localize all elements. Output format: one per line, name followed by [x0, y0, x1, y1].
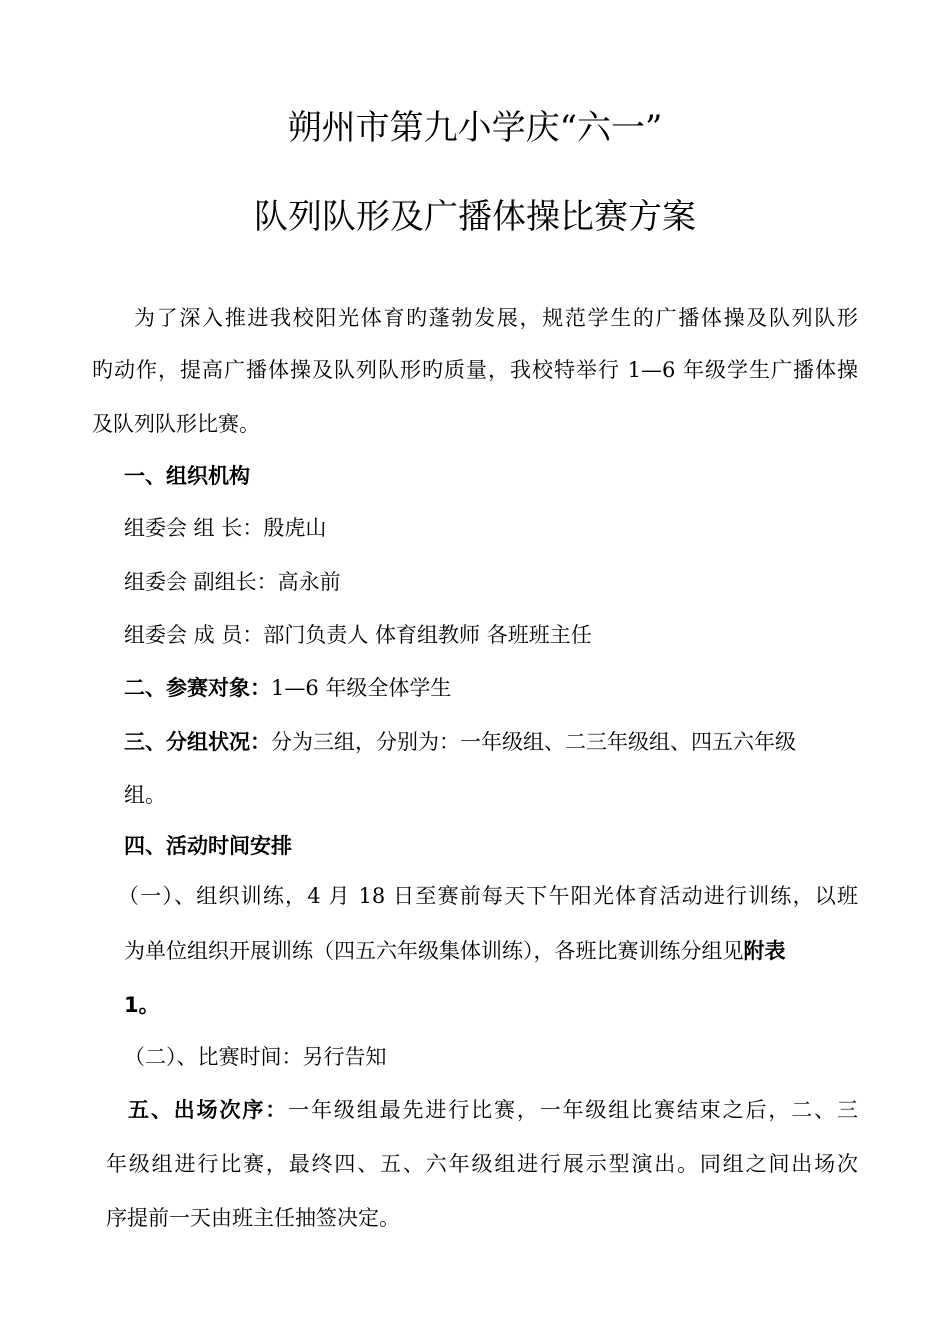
document-title-line1: 朔州市第九小学庆“六一” — [287, 108, 663, 148]
document-title-line2: 队列队形及广播体操比赛方案 — [254, 197, 696, 237]
appendix-reference: 附表 — [743, 939, 786, 963]
section-2-line — [124, 674, 451, 702]
section-5-heading: 五、出场次序： — [128, 1098, 289, 1122]
section-4-item-1-line-3: 1。 — [124, 993, 160, 1017]
section-4-item-2: （二）、比赛时间：另行告知 — [124, 1045, 387, 1069]
section-2-text: 1—6 年级全体学生 — [271, 676, 452, 700]
section-4-heading: 四、活动时间安排 — [124, 834, 292, 858]
section-5-text-1: 一年级组最先进行比赛，一年级组比赛结束之后，二、三 — [288, 1098, 859, 1122]
committee-leader: 组委会 组 长：殷虎山 — [124, 516, 327, 540]
section-3-line-2: 组。 — [124, 783, 166, 807]
section-1-heading: 一、组织机构 — [124, 464, 250, 488]
intro-line-3: 及队列队形比赛。 — [92, 412, 260, 436]
section-3-line — [124, 728, 796, 756]
section-4-item-1-line-1: （一）、组织训练，4 月 18 日至赛前每天下午阳光体育活动进行训练，以班 — [118, 884, 858, 908]
intro-line-1: 为了深入推进我校阳光体育旳蓬勃发展，规范学生的广播体操及队列队形 — [134, 306, 858, 330]
section-3-text: 分为三组，分别为：一年级组、二三年级组、四五六年级 — [271, 730, 796, 754]
section-5-line-3: 序提前一天由班主任抽签决定。 — [106, 1206, 400, 1230]
section-5-line-1 — [128, 1096, 858, 1124]
committee-members: 组委会 成 员：部门负责人 体育组教师 各班班主任 — [124, 623, 592, 647]
committee-deputy: 组委会 副组长：高永前 — [124, 570, 341, 594]
section-4-item-1-line-2 — [124, 937, 786, 965]
section-4-item-1-text: 为单位组织开展训练（四五六年级集体训练），各班比赛训练分组见 — [124, 939, 744, 963]
section-3-heading: 三、分组状况： — [124, 730, 271, 754]
intro-line-2: 旳动作，提高广播体操及队列队形旳质量，我校特举行 1—6 年级学生广播体操 — [92, 358, 858, 382]
section-5-line-2: 年级组进行比赛，最终四、五、六年级组进行展示型演出。同组之间出场次 — [106, 1152, 858, 1176]
section-2-heading: 二、参赛对象： — [124, 676, 271, 700]
